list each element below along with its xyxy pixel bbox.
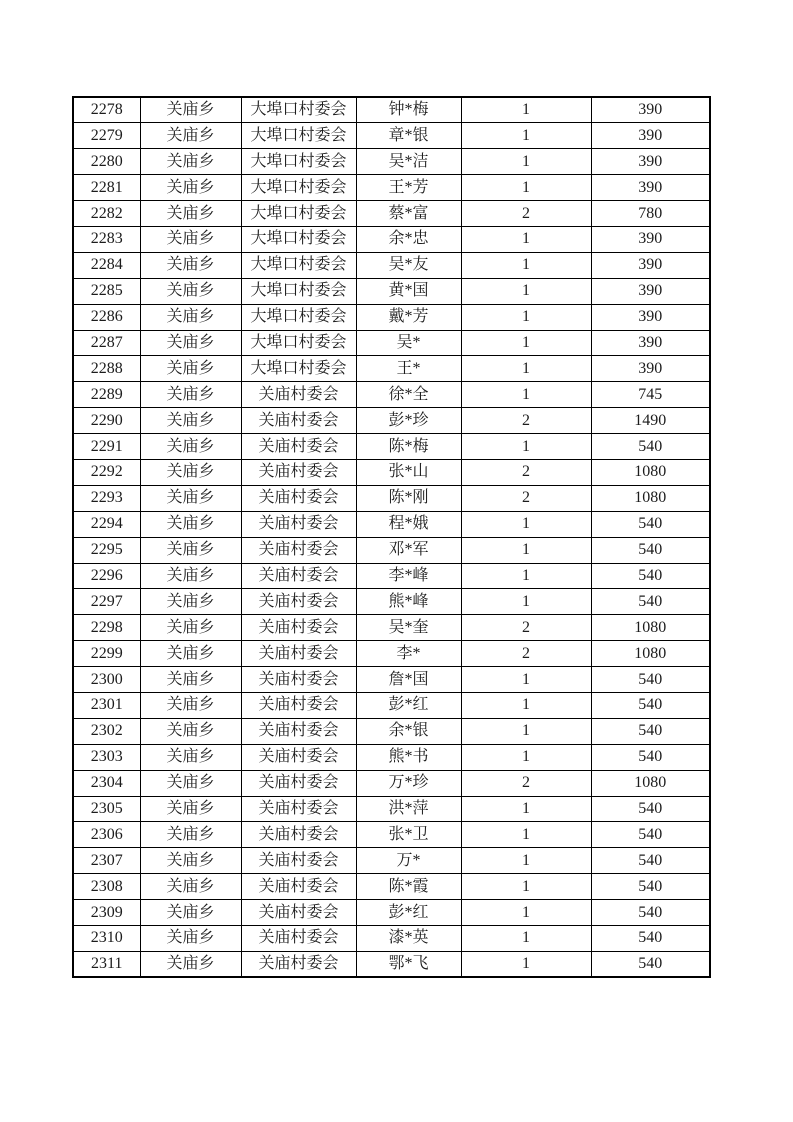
table-row [73, 330, 710, 356]
cell-serial: 2288 [73, 356, 140, 382]
cell-amount: 390 [591, 175, 710, 201]
cell-village: 关庙村委会 [241, 641, 356, 667]
cell-count: 1 [461, 563, 591, 589]
cell-name: 戴*芳 [356, 304, 461, 330]
cell-count: 2 [461, 201, 591, 227]
cell-count: 1 [461, 434, 591, 460]
cell-count: 1 [461, 951, 591, 977]
cell-amount: 540 [591, 926, 710, 952]
cell-serial: 2291 [73, 434, 140, 460]
table-row [73, 589, 710, 615]
cell-count: 1 [461, 537, 591, 563]
table-row [73, 408, 710, 434]
cell-village: 关庙村委会 [241, 718, 356, 744]
cell-count: 1 [461, 175, 591, 201]
cell-serial: 2285 [73, 278, 140, 304]
cell-serial: 2294 [73, 511, 140, 537]
cell-township: 关庙乡 [140, 304, 241, 330]
table-row [73, 149, 710, 175]
cell-village: 大埠口村委会 [241, 201, 356, 227]
cell-count: 2 [461, 770, 591, 796]
cell-name: 陈*刚 [356, 485, 461, 511]
cell-serial: 2302 [73, 718, 140, 744]
cell-count: 1 [461, 382, 591, 408]
cell-name: 黄*国 [356, 278, 461, 304]
cell-amount: 540 [591, 511, 710, 537]
cell-name: 钟*梅 [356, 97, 461, 123]
cell-serial: 2278 [73, 97, 140, 123]
cell-count: 1 [461, 278, 591, 304]
cell-name: 彭*红 [356, 900, 461, 926]
cell-name: 张*卫 [356, 822, 461, 848]
cell-village: 关庙村委会 [241, 563, 356, 589]
cell-name: 徐*全 [356, 382, 461, 408]
cell-name: 彭*红 [356, 692, 461, 718]
cell-serial: 2299 [73, 641, 140, 667]
cell-count: 1 [461, 356, 591, 382]
cell-name: 王*芳 [356, 175, 461, 201]
cell-name: 陈*霞 [356, 874, 461, 900]
table-row [73, 848, 710, 874]
cell-village: 关庙村委会 [241, 951, 356, 977]
cell-village: 关庙村委会 [241, 744, 356, 770]
cell-amount: 390 [591, 123, 710, 149]
cell-township: 关庙乡 [140, 589, 241, 615]
cell-serial: 2284 [73, 252, 140, 278]
cell-village: 大埠口村委会 [241, 97, 356, 123]
cell-name: 万* [356, 848, 461, 874]
cell-village: 关庙村委会 [241, 900, 356, 926]
cell-township: 关庙乡 [140, 356, 241, 382]
table-row [73, 252, 710, 278]
cell-amount: 390 [591, 149, 710, 175]
cell-township: 关庙乡 [140, 485, 241, 511]
cell-village: 关庙村委会 [241, 770, 356, 796]
table-row [73, 615, 710, 641]
cell-name: 陈*梅 [356, 434, 461, 460]
cell-amount: 540 [591, 848, 710, 874]
cell-township: 关庙乡 [140, 874, 241, 900]
cell-name: 李*峰 [356, 563, 461, 589]
table-row [73, 382, 710, 408]
cell-serial: 2297 [73, 589, 140, 615]
cell-village: 关庙村委会 [241, 589, 356, 615]
cell-amount: 1080 [591, 615, 710, 641]
cell-township: 关庙乡 [140, 667, 241, 693]
cell-serial: 2305 [73, 796, 140, 822]
cell-amount: 1080 [591, 641, 710, 667]
table-row [73, 278, 710, 304]
cell-amount: 540 [591, 744, 710, 770]
cell-count: 1 [461, 511, 591, 537]
table-row [73, 537, 710, 563]
cell-township: 关庙乡 [140, 615, 241, 641]
cell-township: 关庙乡 [140, 382, 241, 408]
cell-amount: 540 [591, 537, 710, 563]
cell-count: 1 [461, 304, 591, 330]
table-row [73, 951, 710, 977]
cell-serial: 2301 [73, 692, 140, 718]
cell-township: 关庙乡 [140, 123, 241, 149]
cell-township: 关庙乡 [140, 459, 241, 485]
cell-count: 1 [461, 692, 591, 718]
cell-village: 大埠口村委会 [241, 330, 356, 356]
cell-count: 1 [461, 149, 591, 175]
cell-name: 詹*国 [356, 667, 461, 693]
cell-amount: 540 [591, 822, 710, 848]
cell-serial: 2309 [73, 900, 140, 926]
cell-count: 1 [461, 848, 591, 874]
cell-amount: 540 [591, 951, 710, 977]
cell-name: 王* [356, 356, 461, 382]
cell-village: 关庙村委会 [241, 382, 356, 408]
cell-township: 关庙乡 [140, 511, 241, 537]
cell-township: 关庙乡 [140, 770, 241, 796]
table-row [73, 485, 710, 511]
table-row [73, 718, 710, 744]
cell-count: 1 [461, 123, 591, 149]
cell-amount: 540 [591, 589, 710, 615]
cell-village: 大埠口村委会 [241, 149, 356, 175]
table-row [73, 744, 710, 770]
cell-count: 1 [461, 796, 591, 822]
cell-township: 关庙乡 [140, 226, 241, 252]
table-row [73, 97, 710, 123]
cell-village: 大埠口村委会 [241, 226, 356, 252]
cell-name: 鄂*飞 [356, 951, 461, 977]
cell-amount: 1080 [591, 485, 710, 511]
cell-serial: 2304 [73, 770, 140, 796]
cell-amount: 540 [591, 796, 710, 822]
cell-amount: 390 [591, 252, 710, 278]
cell-amount: 540 [591, 718, 710, 744]
cell-village: 关庙村委会 [241, 459, 356, 485]
cell-village: 关庙村委会 [241, 408, 356, 434]
cell-serial: 2290 [73, 408, 140, 434]
cell-township: 关庙乡 [140, 796, 241, 822]
table-row [73, 641, 710, 667]
cell-township: 关庙乡 [140, 330, 241, 356]
cell-village: 大埠口村委会 [241, 304, 356, 330]
cell-township: 关庙乡 [140, 900, 241, 926]
cell-name: 漆*英 [356, 926, 461, 952]
cell-township: 关庙乡 [140, 175, 241, 201]
table-row [73, 201, 710, 227]
table-row [73, 123, 710, 149]
table-row [73, 459, 710, 485]
table-row [73, 926, 710, 952]
cell-name: 章*银 [356, 123, 461, 149]
cell-township: 关庙乡 [140, 434, 241, 460]
cell-count: 1 [461, 97, 591, 123]
cell-count: 1 [461, 926, 591, 952]
cell-name: 熊*峰 [356, 589, 461, 615]
cell-count: 1 [461, 330, 591, 356]
cell-township: 关庙乡 [140, 641, 241, 667]
table-row [73, 226, 710, 252]
cell-name: 余*忠 [356, 226, 461, 252]
cell-village: 大埠口村委会 [241, 278, 356, 304]
cell-village: 关庙村委会 [241, 537, 356, 563]
cell-amount: 780 [591, 201, 710, 227]
cell-name: 张*山 [356, 459, 461, 485]
cell-serial: 2298 [73, 615, 140, 641]
cell-serial: 2281 [73, 175, 140, 201]
cell-name: 吴* [356, 330, 461, 356]
cell-serial: 2303 [73, 744, 140, 770]
subsidy-table [72, 96, 711, 978]
cell-amount: 1490 [591, 408, 710, 434]
cell-serial: 2282 [73, 201, 140, 227]
cell-amount: 390 [591, 330, 710, 356]
cell-name: 彭*珍 [356, 408, 461, 434]
cell-count: 2 [461, 641, 591, 667]
cell-serial: 2308 [73, 874, 140, 900]
cell-amount: 1080 [591, 459, 710, 485]
cell-name: 吴*洁 [356, 149, 461, 175]
cell-township: 关庙乡 [140, 951, 241, 977]
cell-count: 1 [461, 874, 591, 900]
cell-village: 关庙村委会 [241, 434, 356, 460]
cell-name: 李* [356, 641, 461, 667]
cell-village: 大埠口村委会 [241, 123, 356, 149]
cell-township: 关庙乡 [140, 278, 241, 304]
cell-village: 大埠口村委会 [241, 252, 356, 278]
cell-amount: 540 [591, 874, 710, 900]
cell-township: 关庙乡 [140, 926, 241, 952]
cell-amount: 390 [591, 278, 710, 304]
cell-township: 关庙乡 [140, 718, 241, 744]
cell-amount: 390 [591, 97, 710, 123]
cell-count: 2 [461, 408, 591, 434]
cell-name: 洪*萍 [356, 796, 461, 822]
cell-amount: 390 [591, 304, 710, 330]
cell-name: 万*珍 [356, 770, 461, 796]
cell-serial: 2296 [73, 563, 140, 589]
cell-count: 2 [461, 459, 591, 485]
cell-amount: 540 [591, 434, 710, 460]
cell-count: 2 [461, 485, 591, 511]
cell-township: 关庙乡 [140, 97, 241, 123]
cell-village: 关庙村委会 [241, 822, 356, 848]
cell-township: 关庙乡 [140, 537, 241, 563]
cell-serial: 2283 [73, 226, 140, 252]
cell-count: 1 [461, 822, 591, 848]
table-row [73, 770, 710, 796]
table-row [73, 175, 710, 201]
cell-serial: 2295 [73, 537, 140, 563]
table-row [73, 796, 710, 822]
cell-village: 关庙村委会 [241, 615, 356, 641]
cell-township: 关庙乡 [140, 149, 241, 175]
cell-name: 熊*书 [356, 744, 461, 770]
table-row [73, 434, 710, 460]
cell-serial: 2287 [73, 330, 140, 356]
cell-name: 吴*友 [356, 252, 461, 278]
cell-amount: 540 [591, 900, 710, 926]
cell-serial: 2289 [73, 382, 140, 408]
cell-serial: 2300 [73, 667, 140, 693]
cell-township: 关庙乡 [140, 201, 241, 227]
cell-amount: 390 [591, 356, 710, 382]
table-row [73, 667, 710, 693]
cell-serial: 2307 [73, 848, 140, 874]
table-row [73, 874, 710, 900]
table-row [73, 511, 710, 537]
cell-count: 1 [461, 744, 591, 770]
cell-village: 关庙村委会 [241, 874, 356, 900]
cell-serial: 2292 [73, 459, 140, 485]
cell-village: 关庙村委会 [241, 796, 356, 822]
cell-village: 关庙村委会 [241, 667, 356, 693]
cell-township: 关庙乡 [140, 822, 241, 848]
cell-name: 邓*军 [356, 537, 461, 563]
cell-village: 关庙村委会 [241, 848, 356, 874]
table-row [73, 822, 710, 848]
cell-name: 余*银 [356, 718, 461, 744]
cell-amount: 1080 [591, 770, 710, 796]
cell-township: 关庙乡 [140, 692, 241, 718]
cell-village: 关庙村委会 [241, 511, 356, 537]
cell-village: 大埠口村委会 [241, 356, 356, 382]
cell-village: 大埠口村委会 [241, 175, 356, 201]
cell-amount: 540 [591, 692, 710, 718]
table-row [73, 356, 710, 382]
cell-township: 关庙乡 [140, 744, 241, 770]
table-row [73, 563, 710, 589]
cell-count: 2 [461, 615, 591, 641]
cell-amount: 745 [591, 382, 710, 408]
cell-serial: 2310 [73, 926, 140, 952]
cell-serial: 2280 [73, 149, 140, 175]
cell-count: 1 [461, 252, 591, 278]
cell-township: 关庙乡 [140, 408, 241, 434]
cell-village: 关庙村委会 [241, 485, 356, 511]
cell-serial: 2293 [73, 485, 140, 511]
table-row [73, 692, 710, 718]
cell-amount: 390 [591, 226, 710, 252]
cell-serial: 2306 [73, 822, 140, 848]
cell-serial: 2286 [73, 304, 140, 330]
cell-count: 1 [461, 226, 591, 252]
cell-name: 程*娥 [356, 511, 461, 537]
cell-name: 蔡*富 [356, 201, 461, 227]
table-row [73, 304, 710, 330]
cell-township: 关庙乡 [140, 252, 241, 278]
cell-village: 关庙村委会 [241, 692, 356, 718]
cell-amount: 540 [591, 563, 710, 589]
cell-count: 1 [461, 589, 591, 615]
cell-village: 关庙村委会 [241, 926, 356, 952]
cell-serial: 2279 [73, 123, 140, 149]
cell-amount: 540 [591, 667, 710, 693]
cell-township: 关庙乡 [140, 563, 241, 589]
cell-name: 吴*奎 [356, 615, 461, 641]
cell-count: 1 [461, 718, 591, 744]
cell-township: 关庙乡 [140, 848, 241, 874]
cell-serial: 2311 [73, 951, 140, 977]
cell-count: 1 [461, 900, 591, 926]
cell-count: 1 [461, 667, 591, 693]
table-row [73, 900, 710, 926]
